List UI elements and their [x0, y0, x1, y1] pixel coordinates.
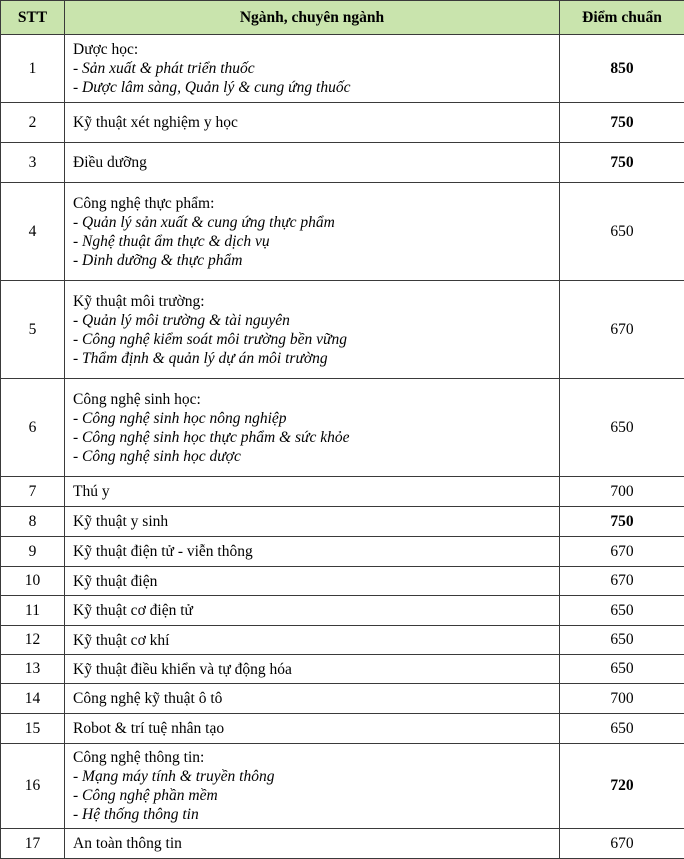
- major-name: Công nghệ thông tin:: [73, 748, 559, 767]
- specialization-item: - Mạng máy tính & truyền thông: [73, 767, 559, 786]
- table-row: [1, 829, 684, 859]
- specialization-item: - Công nghệ kiểm soát môi trường bền vững: [73, 330, 559, 349]
- table-header-row: [1, 1, 684, 35]
- major-name: Điều dưỡng: [73, 153, 559, 172]
- specialization-item: - Quản lý môi trường & tài nguyên: [73, 311, 559, 330]
- row-major: [65, 626, 560, 655]
- table-row: [1, 655, 684, 684]
- row-score: 720: [560, 744, 684, 829]
- specialization-item: - Công nghệ sinh học dược: [73, 447, 559, 466]
- table-row: [1, 143, 684, 183]
- major-name: Công nghệ sinh học:: [73, 390, 559, 409]
- specialization-item: - Hệ thống thông tin: [73, 805, 559, 824]
- major-name: Kỹ thuật điện tử - viễn thông: [73, 542, 559, 561]
- row-major: [65, 103, 560, 143]
- major-name: Thú y: [73, 482, 559, 501]
- specialization-item: - Công nghệ phần mềm: [73, 786, 559, 805]
- row-stt: 6: [1, 379, 65, 477]
- table-row: [1, 477, 684, 507]
- row-score: 750: [560, 103, 684, 143]
- row-major: [65, 281, 560, 379]
- specialization-item: - Sản xuất & phát triển thuốc: [73, 59, 559, 78]
- specialization-item: - Công nghệ sinh học thực phẩm & sức khỏe: [73, 428, 559, 447]
- major-name: Kỹ thuật môi trường:: [73, 292, 559, 311]
- row-major: [65, 537, 560, 567]
- row-score: 750: [560, 143, 684, 183]
- row-score: 670: [560, 537, 684, 567]
- major-name: Kỹ thuật điều khiển và tự động hóa: [73, 660, 559, 679]
- table-row: [1, 744, 684, 829]
- major-name: Kỹ thuật cơ khí: [73, 631, 559, 650]
- row-major: [65, 35, 560, 103]
- major-name: Kỹ thuật điện: [73, 572, 559, 591]
- row-stt: 4: [1, 183, 65, 281]
- major-name: An toàn thông tin: [73, 834, 559, 853]
- major-name: Robot & trí tuệ nhân tạo: [73, 719, 559, 738]
- specialization-item: - Công nghệ sinh học nông nghiệp: [73, 409, 559, 428]
- row-score: 670: [560, 829, 684, 859]
- row-major: [65, 183, 560, 281]
- row-major: [65, 477, 560, 507]
- row-major: [65, 684, 560, 714]
- row-major: [65, 829, 560, 859]
- row-score: 650: [560, 379, 684, 477]
- row-major: [65, 714, 560, 744]
- header-stt: STT: [1, 1, 65, 35]
- row-major: [65, 507, 560, 537]
- table-row: [1, 596, 684, 626]
- table-row: [1, 35, 684, 103]
- row-stt: 5: [1, 281, 65, 379]
- row-score: 650: [560, 183, 684, 281]
- row-score: 700: [560, 684, 684, 714]
- table-row: [1, 379, 684, 477]
- table-row: [1, 281, 684, 379]
- row-score: 650: [560, 714, 684, 744]
- header-score: Điểm chuẩn: [560, 1, 684, 35]
- specialization-item: - Nghệ thuật ẩm thực & dịch vụ: [73, 232, 559, 251]
- table-row: [1, 567, 684, 596]
- row-stt: 12: [1, 626, 65, 655]
- row-score: 700: [560, 477, 684, 507]
- table-row: [1, 684, 684, 714]
- row-major: [65, 379, 560, 477]
- row-stt: 2: [1, 103, 65, 143]
- row-stt: 16: [1, 744, 65, 829]
- row-score: 670: [560, 281, 684, 379]
- row-score: 850: [560, 35, 684, 103]
- row-major: [65, 567, 560, 596]
- row-stt: 11: [1, 596, 65, 626]
- table-row: [1, 103, 684, 143]
- table-row: [1, 626, 684, 655]
- row-stt: 14: [1, 684, 65, 714]
- table-row: [1, 183, 684, 281]
- header-major: Ngành, chuyên ngành: [65, 1, 560, 35]
- table-row: [1, 507, 684, 537]
- major-name: Kỹ thuật cơ điện tử: [73, 601, 559, 620]
- table-row: [1, 714, 684, 744]
- major-name: Công nghệ thực phẩm:: [73, 194, 559, 213]
- row-major: [65, 596, 560, 626]
- row-stt: 10: [1, 567, 65, 596]
- specialization-item: - Thẩm định & quản lý dự án môi trường: [73, 349, 559, 368]
- table-row: [1, 537, 684, 567]
- row-major: [65, 655, 560, 684]
- row-stt: 9: [1, 537, 65, 567]
- row-stt: 17: [1, 829, 65, 859]
- row-stt: 8: [1, 507, 65, 537]
- row-score: 650: [560, 596, 684, 626]
- row-score: 670: [560, 567, 684, 596]
- row-stt: 1: [1, 35, 65, 103]
- specialization-item: - Dinh dưỡng & thực phẩm: [73, 251, 559, 270]
- row-stt: 3: [1, 143, 65, 183]
- specialization-item: - Quản lý sản xuất & cung ứng thực phẩm: [73, 213, 559, 232]
- major-name: Công nghệ kỹ thuật ô tô: [73, 689, 559, 708]
- major-name: Kỹ thuật xét nghiệm y học: [73, 113, 559, 132]
- specialization-item: - Dược lâm sàng, Quản lý & cung ứng thuốc: [73, 78, 559, 97]
- row-major: [65, 744, 560, 829]
- row-score: 750: [560, 507, 684, 537]
- major-name: Dược học:: [73, 40, 559, 59]
- row-score: 650: [560, 626, 684, 655]
- row-major: [65, 143, 560, 183]
- row-score: 650: [560, 655, 684, 684]
- row-stt: 13: [1, 655, 65, 684]
- row-stt: 15: [1, 714, 65, 744]
- major-name: Kỹ thuật y sinh: [73, 512, 559, 531]
- row-stt: 7: [1, 477, 65, 507]
